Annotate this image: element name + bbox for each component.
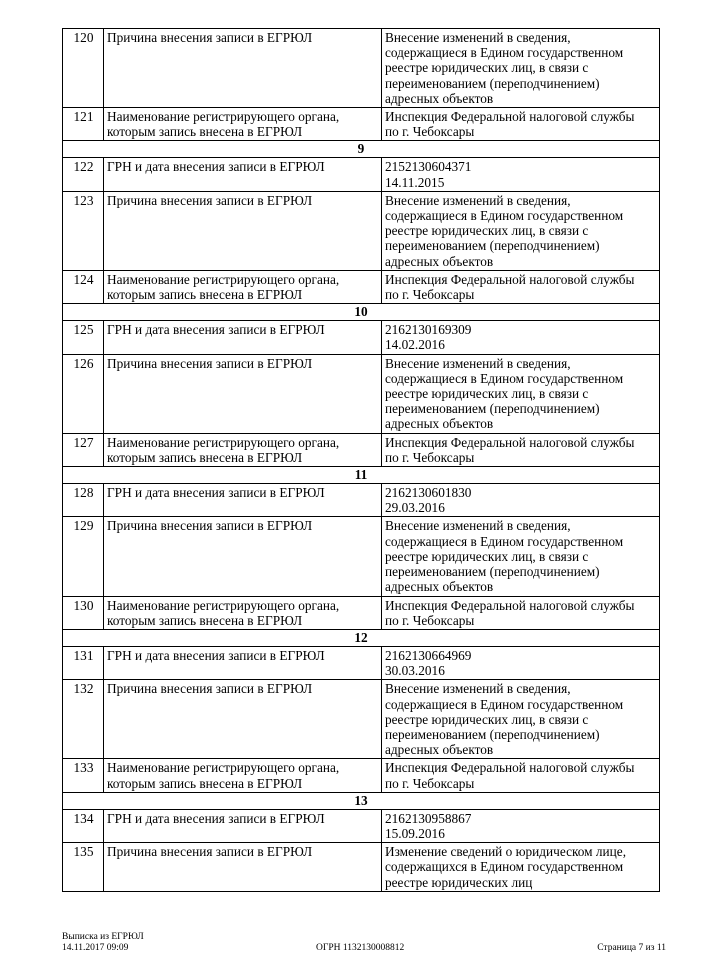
row-value: 2152130604371 14.11.2015 [382, 158, 660, 191]
row-value: Внесение изменений в сведения, содержащиеся в Едином государственном реестре юридических лиц, в связи с переименованием (переподчинением) адресных объектов [382, 354, 660, 433]
row-value: Внесение изменений в сведения, содержащиеся в Едином государственном реестре юридических лиц, в связи с переименованием (переподчинением) адресных объектов [382, 29, 660, 108]
row-label: Причина внесения записи в ЕГРЮЛ [104, 191, 382, 270]
row-number: 132 [63, 680, 104, 759]
table-row [63, 759, 660, 792]
row-label: Причина внесения записи в ЕГРЮЛ [104, 843, 382, 892]
row-label: Наименование регистрирующего органа, которым запись внесена в ЕГРЮЛ [104, 759, 382, 792]
row-label: Причина внесения записи в ЕГРЮЛ [104, 680, 382, 759]
section-number: 10 [63, 304, 660, 321]
section-header-row [63, 467, 660, 484]
row-label: ГРН и дата внесения записи в ЕГРЮЛ [104, 646, 382, 679]
section-number: 13 [63, 792, 660, 809]
section-header-row [63, 141, 660, 158]
section-header-row [63, 304, 660, 321]
table-row [63, 517, 660, 596]
row-number: 129 [63, 517, 104, 596]
footer-ogrn: ОГРН 1132130008812 [316, 943, 405, 953]
table-row [63, 108, 660, 141]
footer-left [62, 932, 144, 953]
row-number: 127 [63, 433, 104, 466]
table-row [63, 29, 660, 108]
table-row [63, 680, 660, 759]
row-number: 126 [63, 354, 104, 433]
egrul-records-table [62, 28, 660, 892]
footer-page-number: Страница 7 из 11 [597, 943, 666, 953]
section-header-row [63, 792, 660, 809]
row-number: 120 [63, 29, 104, 108]
table-body [63, 29, 660, 892]
row-label: ГРН и дата внесения записи в ЕГРЮЛ [104, 158, 382, 191]
table-row [63, 646, 660, 679]
row-label: Причина внесения записи в ЕГРЮЛ [104, 29, 382, 108]
row-value: 2162130601830 29.03.2016 [382, 484, 660, 517]
section-header-row [63, 629, 660, 646]
row-value: Инспекция Федеральной налоговой службы по г. Чебоксары [382, 596, 660, 629]
row-value: Инспекция Федеральной налоговой службы по г. Чебоксары [382, 759, 660, 792]
row-label: Наименование регистрирующего органа, которым запись внесена в ЕГРЮЛ [104, 596, 382, 629]
table-row [63, 354, 660, 433]
row-label: Причина внесения записи в ЕГРЮЛ [104, 517, 382, 596]
row-label: ГРН и дата внесения записи в ЕГРЮЛ [104, 809, 382, 842]
row-value: Внесение изменений в сведения, содержащиеся в Едином государственном реестре юридических лиц, в связи с переименованием (переподчинением) адресных объектов [382, 680, 660, 759]
row-value: 2162130169309 14.02.2016 [382, 321, 660, 354]
row-value: Изменение сведений о юридическом лице, содержащихся в Едином государственном реестре юридических лиц [382, 843, 660, 892]
row-number: 123 [63, 191, 104, 270]
table-row [63, 270, 660, 303]
footer-datetime: 14.11.2017 09:09 [62, 942, 129, 953]
row-value: Инспекция Федеральной налоговой службы по г. Чебоксары [382, 433, 660, 466]
row-label: ГРН и дата внесения записи в ЕГРЮЛ [104, 321, 382, 354]
section-number: 12 [63, 629, 660, 646]
row-number: 122 [63, 158, 104, 191]
row-label: Наименование регистрирующего органа, которым запись внесена в ЕГРЮЛ [104, 433, 382, 466]
row-label: Причина внесения записи в ЕГРЮЛ [104, 354, 382, 433]
table-row [63, 596, 660, 629]
table-row [63, 158, 660, 191]
row-number: 125 [63, 321, 104, 354]
footer-doc-title: Выписка из ЕГРЮЛ [62, 932, 144, 942]
table-row [63, 433, 660, 466]
table-row [63, 809, 660, 842]
section-number: 11 [63, 467, 660, 484]
table-row [63, 191, 660, 270]
row-number: 128 [63, 484, 104, 517]
row-value: 2162130664969 30.03.2016 [382, 646, 660, 679]
row-label: Наименование регистрирующего органа, которым запись внесена в ЕГРЮЛ [104, 108, 382, 141]
table-row [63, 843, 660, 892]
section-number: 9 [63, 141, 660, 158]
table-row [63, 484, 660, 517]
row-label: Наименование регистрирующего органа, которым запись внесена в ЕГРЮЛ [104, 270, 382, 303]
row-value: 2162130958867 15.09.2016 [382, 809, 660, 842]
row-number: 131 [63, 646, 104, 679]
row-number: 121 [63, 108, 104, 141]
row-value: Инспекция Федеральной налоговой службы по г. Чебоксары [382, 108, 660, 141]
row-number: 133 [63, 759, 104, 792]
row-number: 135 [63, 843, 104, 892]
row-label: ГРН и дата внесения записи в ЕГРЮЛ [104, 484, 382, 517]
table-row [63, 321, 660, 354]
row-value: Внесение изменений в сведения, содержащиеся в Едином государственном реестре юридических лиц, в связи с переименованием (переподчинением) адресных объектов [382, 517, 660, 596]
row-value: Инспекция Федеральной налоговой службы по г. Чебоксары [382, 270, 660, 303]
row-number: 124 [63, 270, 104, 303]
row-number: 130 [63, 596, 104, 629]
row-number: 134 [63, 809, 104, 842]
row-value: Внесение изменений в сведения, содержащиеся в Едином государственном реестре юридических лиц, в связи с переименованием (переподчинением) адресных объектов [382, 191, 660, 270]
